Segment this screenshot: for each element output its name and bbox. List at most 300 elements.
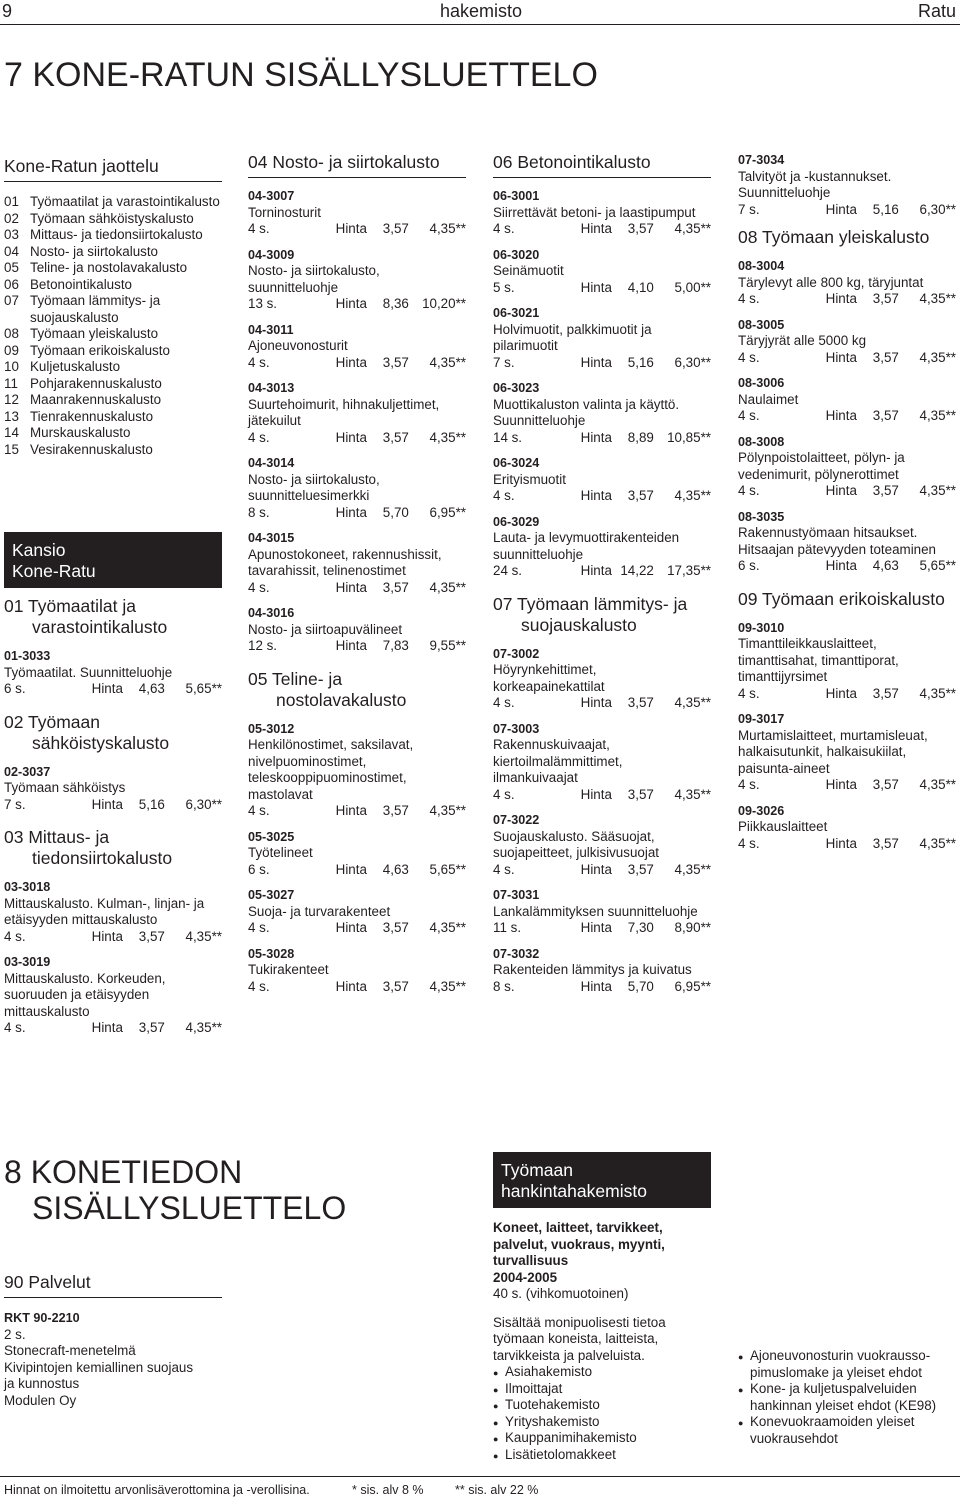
entry-price-vat22: 6,30** (919, 201, 956, 217)
catalog-entry (4, 764, 222, 814)
entry-desc: Lauta- ja levymuottirakenteiden suunnitteluohje (493, 530, 680, 562)
entry-pages: 4 s. (493, 695, 515, 710)
catalog-entry (493, 887, 711, 937)
hankinta-bullets2 (738, 1348, 956, 1447)
entry-price-vat0: 4,63 (382, 861, 409, 877)
entry-price (4, 1020, 222, 1037)
entry-price-vat22: 4,35** (919, 291, 956, 306)
toc-text: Työmaan lämmitys- ja suojauskalusto (30, 293, 161, 325)
hankinta-box-line1: Työmaan (501, 1160, 573, 1180)
entry-code: 05-3028 (248, 946, 295, 961)
entry-price-vat0: 7,30 (627, 920, 654, 935)
entry-price-vat0: 3,57 (872, 349, 899, 365)
entry-pages: 14 s. (493, 429, 523, 445)
entry-hinta-label: Hinta (580, 563, 612, 578)
toc-num: 04 (4, 243, 19, 259)
entry-price-vat0: 5,70 (627, 978, 654, 994)
palvelut-desc-2: Kivipintojen kemiallinen suojaus (4, 1359, 194, 1375)
toc-item (4, 326, 222, 343)
entry-price-vat22: 6,30** (185, 796, 222, 812)
entry-hinta-label: Hinta (825, 408, 857, 423)
entry-hinta-label: Hinta (580, 221, 612, 236)
catalog-entry (738, 258, 956, 308)
entry-price-vat22: 4,35** (185, 928, 222, 944)
toc-num: 10 (4, 359, 19, 374)
entry-price (248, 920, 466, 937)
entry-desc: Suurtehoimurit, hihnakuljettimet, jätekuilut (248, 396, 440, 428)
entry-price-vat0: 4,10 (627, 279, 654, 295)
entry-price-vat0: 3,57 (627, 488, 654, 503)
catalog-entry (248, 455, 466, 521)
entry-price-vat0: 3,57 (382, 221, 409, 236)
entry-price (4, 681, 222, 698)
entry-code: 06-3020 (493, 247, 540, 262)
entry-price (248, 862, 466, 879)
catalog-entry (4, 648, 222, 698)
entry-price-vat22: 6,30** (674, 354, 711, 370)
entry-hinta-label: Hinta (580, 786, 612, 802)
entry-price-vat22: 4,35** (674, 488, 711, 503)
toc-item (4, 343, 222, 360)
catalog-entry (4, 879, 222, 945)
catalog-entry (493, 188, 711, 238)
entry-price-vat0: 3,57 (627, 861, 654, 877)
catalog-entry (493, 646, 711, 712)
entry-code: 09-3010 (738, 620, 785, 635)
entry-price-vat22: 5,65** (429, 861, 466, 877)
section-title: Työmaan erikoiskalusto (762, 588, 945, 609)
entry-price-vat22: 4,35** (919, 408, 956, 423)
section-num: 03 (4, 827, 24, 847)
entry-desc: Seinämuotit (493, 263, 564, 278)
entry-desc: Höyrynkehittimet, korkeapainekattilat (493, 662, 605, 694)
toc-text: Työmaan sähköistyskalusto (30, 210, 194, 226)
entry-price-vat0: 7,83 (382, 638, 409, 653)
column-4 (738, 152, 956, 861)
palvelut-desc-3: ja kunnostus (4, 1376, 80, 1391)
entry-desc: Muottikaluston valinta ja käyttö. Suunnitteluohje (493, 396, 680, 428)
bullet-item: ● Yrityshakemisto (493, 1414, 715, 1431)
entry-price-vat22: 4,35** (429, 221, 466, 236)
entry-price-vat22: 10,20** (422, 296, 466, 311)
entry-pages: 6 s. (248, 861, 270, 877)
toc-num: 12 (4, 392, 19, 407)
section-num: 05 (248, 668, 268, 689)
entry-price-vat22: 17,35** (667, 563, 711, 578)
entry-price (493, 563, 711, 580)
section-heading (4, 712, 222, 754)
entry-code: 04-3011 (248, 322, 294, 337)
entry-price (493, 979, 711, 996)
toc-num: 15 (4, 441, 19, 457)
entry-price-vat0: 3,57 (872, 685, 899, 701)
toc-item (4, 376, 222, 393)
entry-price (248, 355, 466, 372)
entry-price (248, 638, 466, 655)
entry-price-vat0: 3,57 (872, 291, 899, 306)
entry-hinta-label: Hinta (335, 920, 367, 935)
entry-price-vat0: 5,16 (138, 796, 165, 812)
catalog-entry (738, 152, 956, 218)
entry-price (493, 920, 711, 937)
bullet-item: ● Tuotehakemisto (493, 1397, 715, 1414)
entry-pages: 12 s. (248, 638, 278, 653)
catalog-entry (738, 803, 956, 853)
toc-text: Maanrakennuskalusto (30, 392, 162, 407)
toc-item (4, 244, 222, 261)
bullet-item: ● Lisätietolomakkeet (493, 1447, 715, 1464)
entry-code: 05-3027 (248, 888, 295, 902)
entry-pages: 6 s. (738, 558, 760, 573)
entry-code: 05-3012 (248, 721, 295, 736)
entry-price-vat0: 3,57 (627, 221, 654, 236)
entry-price-vat22: 10,85** (667, 429, 711, 445)
entry-pages: 4 s. (248, 579, 270, 595)
kansio-line1: Kansio (12, 540, 66, 560)
entry-price-vat0: 3,57 (138, 928, 165, 944)
column-1 (4, 156, 222, 458)
toc-num: 05 (4, 260, 19, 275)
section-title: Työmaatilat ja varastointikalusto (28, 596, 168, 637)
entry-price-vat0: 8,36 (382, 296, 409, 311)
section-num: 02 (4, 711, 24, 732)
entry-desc: Rakennustyömaan hitsaukset. Hitsaajan pätevyyden toteaminen (738, 525, 937, 557)
section-title: Työmaan yleiskalusto (762, 227, 930, 247)
entry-price (738, 558, 956, 575)
catalog-entry (248, 887, 466, 937)
entry-hinta-label: Hinta (335, 504, 367, 520)
section-num: 07 (493, 593, 513, 614)
toc-num: 13 (4, 408, 19, 424)
catalog-entry (248, 322, 466, 372)
jaottelu-list (4, 194, 222, 458)
entry-price-vat22: 4,35** (919, 349, 956, 365)
entry-price-vat22: 4,35** (919, 835, 956, 851)
toc-text: Betonointikalusto (30, 276, 132, 292)
entry-price-vat22: 4,35** (919, 777, 956, 792)
entry-hinta-label: Hinta (825, 558, 857, 573)
catalog-entry (493, 812, 711, 878)
entry-price-vat22: 5,00** (674, 279, 711, 295)
entry-code: 04-3007 (248, 189, 295, 203)
entry-price (248, 430, 466, 447)
entry-price-vat22: 4,35** (429, 354, 466, 370)
palvelut-section (4, 1272, 222, 1409)
entry-desc: Lankalämmityksen suunnitteluohje (493, 903, 698, 919)
entry-desc: Nosto- ja siirtoapuvälineet (248, 621, 403, 637)
catalog-entry (248, 530, 466, 596)
entry-price (248, 803, 466, 820)
entry-price-vat22: 6,95** (674, 978, 711, 994)
catalog-entry (493, 380, 711, 446)
toc-text: Mittaus- ja tiedonsiirtokalusto (30, 227, 203, 242)
entry-hinta-label: Hinta (825, 291, 857, 306)
column-1-sections (4, 596, 222, 1046)
section-title: Mittaus- ja tiedonsiirtokalusto (28, 827, 173, 868)
entry-desc: Talvityöt ja -kustannukset. Suunnitteluohje (738, 168, 892, 200)
entry-price-vat0: 4,63 (872, 558, 899, 573)
catalog-entry (493, 455, 711, 505)
bullet-item: ● Kone- ja kuljetuspalveluiden hankinnan yleiset ehdot (KE98) (738, 1381, 956, 1414)
entry-desc: Apunostokoneet, rakennushissit, tavarahissit, telinenostimet (248, 546, 442, 578)
entry-desc: Työtelineet (248, 845, 313, 860)
entry-pages: 7 s. (4, 796, 26, 812)
entry-price-vat0: 3,57 (382, 429, 409, 445)
catalog-entry (493, 247, 711, 297)
palvelut-pages: 2 s. (4, 1326, 26, 1342)
entry-pages: 4 s. (738, 483, 760, 498)
entry-price-vat0: 5,16 (627, 354, 654, 370)
entry-price (493, 430, 711, 447)
entry-code: 09-3026 (738, 803, 785, 818)
toc-num: 01 (4, 194, 19, 209)
entry-code: 08-3008 (738, 434, 785, 449)
toc-item (4, 442, 222, 459)
toc-num: 08 (4, 326, 19, 341)
toc-text: Työmaan yleiskalusto (30, 326, 159, 341)
entry-pages: 8 s. (248, 504, 270, 520)
entry-code: 06-3023 (493, 381, 540, 395)
entry-desc: Pölynpoistolaitteet, pölyn- ja vedenimurit, pölynerottimet (738, 450, 905, 482)
entry-pages: 4 s. (738, 835, 760, 851)
entry-price-vat22: 4,35** (429, 429, 466, 445)
entry-desc: Nosto- ja siirtokalusto, suunnitteluesimerkki (248, 471, 380, 503)
entry-pages: 4 s. (738, 777, 760, 792)
entry-hinta-label: Hinta (825, 777, 857, 792)
entry-code: 02-3037 (4, 764, 51, 779)
entry-desc: Piikkauslaitteet (738, 819, 828, 834)
catalog-entry (493, 305, 711, 371)
toc-text: Työmaan erikoiskalusto (30, 342, 170, 358)
entry-price-vat22: 4,35** (185, 1020, 222, 1035)
entry-desc: Työmaatilat. Suunnitteluohje (4, 664, 173, 680)
hankinta-pages: 40 s. (vihkomuotoinen) (493, 1286, 629, 1301)
entry-hinta-label: Hinta (335, 638, 367, 653)
toc-num: 14 (4, 425, 19, 440)
entry-price (738, 202, 956, 219)
entry-hinta-label: Hinta (825, 349, 857, 365)
entry-pages: 4 s. (738, 349, 760, 365)
entry-price-vat0: 3,57 (872, 408, 899, 423)
entry-price-vat22: 4,35** (429, 803, 466, 818)
entry-price (738, 350, 956, 367)
toc-num: 02 (4, 210, 19, 226)
entry-price-vat0: 3,57 (382, 579, 409, 595)
catalog-entry (248, 605, 466, 655)
entry-price-vat22: 4,35** (674, 786, 711, 802)
toc-item (4, 211, 222, 228)
section-num: 08 (738, 227, 758, 247)
entry-pages: 4 s. (248, 978, 270, 994)
entry-desc: Henkilönostimet, saksilavat, nivelpuominostimet, teleskooppipuominostimet, mastolavat (248, 737, 414, 802)
entry-pages: 11 s. (493, 920, 522, 935)
toc-text: Murskauskalusto (30, 425, 131, 440)
entry-pages: 13 s. (248, 296, 278, 311)
entry-desc: Rakennuskuivaajat, kiertoilmalämmittimet, ilmankuivaajat (493, 737, 623, 785)
section-num: 06 (493, 152, 513, 172)
entry-price-vat22: 4,35** (674, 221, 711, 236)
entry-price-vat0: 3,57 (872, 835, 899, 851)
entry-hinta-label: Hinta (825, 835, 857, 851)
entry-hinta-label: Hinta (825, 201, 857, 217)
entry-hinta-label: Hinta (825, 483, 857, 498)
entry-hinta-label: Hinta (580, 279, 612, 295)
entry-pages: 6 s. (4, 681, 26, 696)
entry-code: 07-3034 (738, 153, 785, 167)
entry-hinta-label: Hinta (91, 928, 123, 944)
catalog-entry (738, 509, 956, 575)
entry-price-vat0: 4,63 (138, 681, 165, 696)
toc-text: Nosto- ja siirtokalusto (30, 243, 159, 259)
section-heading (4, 827, 222, 869)
palvelut-heading: 90 Palvelut (4, 1272, 222, 1298)
entry-hinta-label: Hinta (580, 488, 612, 503)
section-heading (493, 594, 711, 636)
entry-pages: 4 s. (248, 920, 270, 935)
entry-price-vat0: 3,57 (627, 695, 654, 710)
catalog-entry (248, 188, 466, 238)
kansio-line2: Kone-Ratu (12, 561, 96, 581)
entry-price-vat0: 3,57 (138, 1020, 165, 1035)
palvelut-desc-4: Modulen Oy (4, 1392, 77, 1408)
konetiedon-title (4, 1154, 346, 1226)
bullet-item: ● Asiahakemisto (493, 1364, 715, 1381)
entry-code: 04-3016 (248, 606, 295, 620)
entry-hinta-label: Hinta (335, 354, 367, 370)
entry-code: 05-3025 (248, 829, 295, 844)
section-num: 04 (248, 152, 268, 172)
entry-pages: 4 s. (4, 1020, 26, 1035)
entry-price-vat22: 4,35** (674, 695, 711, 710)
footer-left: Hinnat on ilmoitettu arvonlisäverottomina ja -verollisina. (4, 1483, 310, 1497)
kansio-box (4, 532, 222, 588)
footer (0, 1476, 960, 1497)
entry-code: 06-3001 (493, 189, 540, 203)
section-title: Työmaan lämmitys- ja suojauskalusto (517, 593, 688, 635)
entry-price-vat22: 4,35** (919, 685, 956, 701)
toc-num: 03 (4, 227, 19, 242)
catalog-entry (738, 620, 956, 703)
footer-right: ** sis. alv 22 % (455, 1483, 539, 1497)
entry-price (738, 836, 956, 853)
hankinta-years: 2004-2005 (493, 1269, 558, 1285)
jaottelu-heading: Kone-Ratun jaottelu (4, 156, 222, 182)
toc-text: Tienrakennuskalusto (30, 408, 154, 424)
catalog-entry (4, 954, 222, 1037)
entry-desc: Mittauskalusto. Kulman-, linjan- ja etäisyyden mittauskalusto (4, 895, 205, 927)
entry-pages: 4 s. (248, 354, 270, 370)
toc-text: Pohjarakennuskalusto (30, 375, 162, 391)
catalog-entry (248, 247, 466, 313)
entry-desc: Murtamislaitteet, murtamisleuat, halkaisutunkit, halkaisukiilat, paisunta-aineet (738, 727, 928, 776)
entry-pages: 4 s. (248, 803, 270, 818)
entry-code: 04-3015 (248, 531, 295, 545)
entry-code: 06-3024 (493, 456, 540, 470)
entry-price (248, 505, 466, 522)
entry-pages: 4 s. (493, 488, 515, 503)
entry-price-vat0: 3,57 (627, 786, 654, 802)
entry-price-vat22: 6,95** (429, 504, 466, 520)
entry-desc: Työmaan sähköistys (4, 780, 126, 795)
entry-code: 06-3021 (493, 306, 540, 320)
section-heading (248, 669, 466, 711)
toc-text: Vesirakennuskalusto (30, 441, 153, 457)
entry-desc: Torninosturit (248, 204, 321, 220)
entry-desc: Erityismuotit (493, 471, 566, 487)
entry-hinta-label: Hinta (91, 1020, 123, 1035)
entry-code: 09-3017 (738, 712, 785, 726)
entry-code: 08-3004 (738, 259, 785, 273)
page-title: 7 KONE-RATUN SISÄLLYSLUETTELO (4, 56, 598, 94)
hankinta-box-line2: hankintahakemisto (501, 1181, 647, 1201)
toc-num: 07 (4, 293, 19, 308)
entry-hinta-label: Hinta (580, 429, 612, 445)
header-right: Ratu (917, 1, 956, 21)
entry-price (248, 979, 466, 996)
entry-price-vat22: 4,35** (674, 861, 711, 877)
toc-item (4, 194, 222, 211)
palvelut-desc-1: Stonecraft-menetelmä (4, 1343, 136, 1358)
bullet-item: ● Ilmoittajat (493, 1381, 715, 1398)
entry-desc: Suoja- ja turvarakenteet (248, 903, 391, 919)
toc-num: 09 (4, 342, 19, 358)
entry-pages: 8 s. (493, 978, 515, 994)
footer-mid: * sis. alv 8 % (352, 1483, 424, 1497)
hankinta-bullets2-col (738, 1348, 956, 1447)
entry-desc: Timanttileikkauslaitteet, timanttisahat, timanttiporat, timanttijyrsimet (738, 636, 899, 684)
entry-desc: Ajoneuvonosturit (248, 338, 348, 353)
entry-price-vat22: 9,55** (429, 638, 466, 653)
entry-price-vat22: 4,35** (919, 483, 956, 498)
section-heading (4, 596, 222, 638)
section-heading (738, 589, 956, 610)
entry-price (493, 488, 711, 505)
entry-price-vat0: 3,57 (382, 920, 409, 935)
konetiedon-title-line2: SISÄLLYSLUETTELO (32, 1190, 347, 1226)
entry-hinta-label: Hinta (335, 803, 367, 818)
entry-pages: 5 s. (493, 279, 515, 295)
entry-hinta-label: Hinta (580, 695, 612, 710)
entry-price (738, 291, 956, 308)
entry-desc: Naulaimet (738, 391, 799, 407)
entry-code: 01-3033 (4, 649, 51, 663)
catalog-entry (738, 434, 956, 500)
entry-price-vat22: 4,35** (429, 920, 466, 935)
entry-hinta-label: Hinta (335, 221, 367, 236)
toc-text: Työmaatilat ja varastointikalusto (30, 194, 220, 209)
entry-price (738, 686, 956, 703)
entry-desc: Holvimuotit, palkkimuotit ja pilarimuotit (493, 321, 652, 353)
section-heading (493, 152, 711, 178)
bullet-item: ● Konevuokraamoiden yleiset vuokrausehdot (738, 1414, 956, 1447)
section-heading (738, 227, 956, 248)
entry-price-vat0: 14,22 (620, 563, 654, 578)
entry-price-vat22: 4,35** (429, 978, 466, 994)
section-title: Työmaan sähköistyskalusto (28, 711, 170, 753)
entry-price (4, 929, 222, 946)
entry-code: 07-3031 (493, 888, 540, 902)
entry-price (493, 221, 711, 238)
entry-desc: Täryjyrät alle 5000 kg (738, 333, 867, 348)
entry-price (738, 408, 956, 425)
column-2 (248, 152, 466, 1004)
header-center: hakemisto (440, 1, 523, 21)
entry-code: 07-3003 (493, 721, 540, 736)
entry-pages: 4 s. (4, 928, 26, 944)
entry-desc: Tärylevyt alle 800 kg, täryjuntat (738, 274, 924, 290)
entry-hinta-label: Hinta (580, 978, 612, 994)
entry-hinta-label: Hinta (580, 861, 612, 877)
